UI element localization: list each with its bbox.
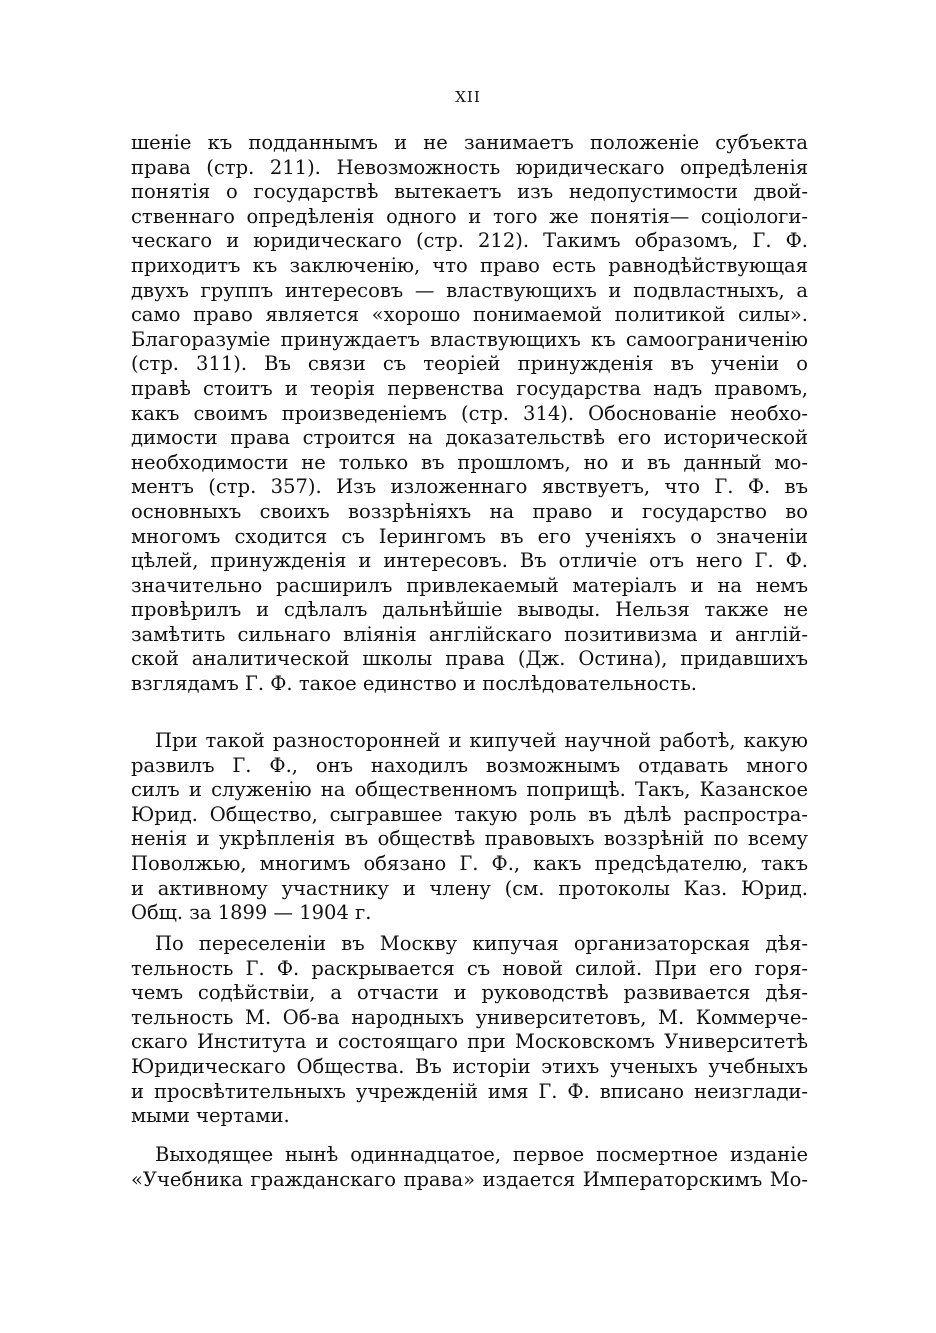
text-line: замѣтить сильнаго вліянія англійскаго позитивизма и англій-	[131, 622, 808, 646]
text-line: двухъ группъ интересовъ — властвующихъ и подвластныхъ, а	[131, 278, 808, 302]
text-line: какъ своимъ произведеніемъ (стр. 314). Обоснованіе необхо-	[131, 401, 808, 425]
text-line: понятія о государствѣ вытекаетъ изъ недопустимости двой-	[131, 180, 808, 204]
text-line: и просвѣтительныхъ учрежденій имя Г. Ф. вписано неизглади-	[131, 1079, 808, 1103]
text-line: Юридическаго Общества. Въ исторіи этихъ ученыхъ учебныхъ	[131, 1054, 808, 1078]
text-line: скаго Института и состоящаго при Московскомъ Университетѣ	[131, 1030, 808, 1054]
text-line: ственнаго опредѣленія одного и того же понятія— соціологи-	[131, 204, 808, 228]
text-line: (стр. 311). Въ связи съ теоріей принужденія въ ученіи о	[131, 352, 808, 376]
text-line: правѣ стоитъ и теорія первенства государства надъ правомъ,	[131, 376, 808, 400]
text-line: и активному участнику и члену (см. протоколы Каз. Юрид.	[131, 876, 808, 900]
text-line: ческаго и юридическаго (стр. 212). Такимъ образомъ, Г. Ф.	[131, 229, 808, 253]
text-line: развилъ Г. Ф., онъ находилъ возможнымъ отдавать много	[131, 753, 808, 777]
text-line: многомъ сходится съ Іерингомъ въ его ученіяхъ о значеніи	[131, 524, 808, 548]
text-line: Выходящее нынѣ одиннадцатое, первое посмертное изданіе	[155, 1143, 808, 1166]
text-line: приходитъ къ заключенію, что право есть равнодѣйствующая	[131, 253, 808, 277]
paragraph-2	[131, 729, 808, 926]
text-line: Юрид. Общество, сыгравшее такую роль въ дѣлѣ распростра-	[131, 802, 808, 826]
text-line: само право является «хорошо понимаемой политикой силы».	[131, 303, 808, 327]
text-line: ской аналитической школы права (Дж. Остина), придавшихъ	[131, 647, 808, 671]
text-line: силъ и служенію на общественномъ поприщѣ. Такъ, Казанское	[131, 778, 808, 802]
text-line: тельность Г. Ф. раскрывается съ новой силой. При его горя-	[131, 956, 808, 980]
text-line: Поволжью, многимъ обязано Г. Ф., какъ предсѣдателю, такъ	[131, 851, 808, 875]
text-line: тельность М. Об-ва народныхъ университетовъ, М. Коммерче-	[131, 1005, 808, 1029]
text-line: взглядамъ Г. Ф. такое единство и послѣдовательность.	[131, 672, 698, 696]
text-line: ментъ (стр. 357). Изъ изложеннаго явствуетъ, что Г. Ф. въ	[131, 475, 808, 499]
text-line: По переселеніи въ Москву кипучая организаторская дѣя-	[155, 932, 808, 955]
text-line: провѣрилъ и сдѣлалъ дальнѣйшіе выводы. Нельзя также не	[131, 598, 808, 622]
text-line: димости права строится на доказательствѣ его исторической	[131, 426, 808, 450]
text-line: чемъ содѣйствіи, а отчасти и руководствѣ развивается дѣя-	[131, 981, 808, 1005]
text-line: основныхъ своихъ воззрѣніяхъ на право и государство во	[131, 499, 808, 523]
text-line: шеніе къ подданнымъ и не занимаетъ положеніе субъекта	[131, 131, 808, 154]
text-line: Общ. за 1899 — 1904 г.	[131, 901, 372, 925]
text-line: Благоразуміе принуждаетъ властвующихъ къ самоограниченію	[131, 327, 808, 351]
text-line: цѣлей, принужденія и интересовъ. Въ отличіе отъ него Г. Ф.	[131, 549, 808, 573]
text-line: При такой разносторонней и кипучей научной работѣ, какую	[155, 729, 808, 752]
text-line: «Учебника гражданскаго права» издается Императорскимъ Мо-	[131, 1167, 808, 1191]
paragraph-3	[131, 932, 808, 1129]
text-line: необходимости не только въ прошломъ, но и въ данный мо-	[131, 450, 808, 474]
text-line: значительно расширилъ привлекаемый матеріалъ и на немъ	[131, 573, 808, 597]
paragraph-1	[131, 131, 808, 697]
text-line: мыми чертами.	[131, 1104, 290, 1128]
text-line: права (стр. 211). Невозможность юридическаго опредѣленія	[131, 155, 808, 179]
page-number: XII	[455, 88, 481, 106]
paragraph-4	[131, 1143, 808, 1192]
text-line: ненія и укрѣпленія въ обществѣ правовыхъ воззрѣній по всему	[131, 827, 808, 851]
